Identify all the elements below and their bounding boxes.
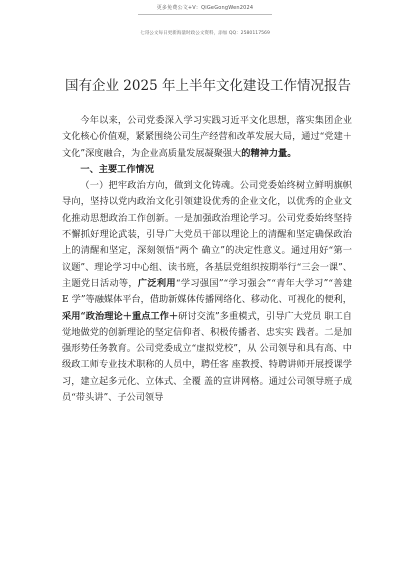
section-heading: 一、主要工作情况 xyxy=(80,163,154,175)
intro-paragraph xyxy=(62,113,352,162)
paragraph-text: 研讨交流”多重模式，引导广大党员 职工自觉地做党的创新理论的坚定信仰者、积极传播者、忠实实 践者。二是加强形势任务教育。公司党委成立“虚拟党校”，从 公司领导和具有高、中级政工师专业技术职称的人员中，聘任客 座教授、特聘讲师开展授课学习，建立起多元化、立体式、全覆 盖的宣讲网格。通过公司领导班子成员“带头讲”、子公司领导 xyxy=(62,310,352,404)
paragraph-text: “学习强国”“学习强会”“青年大学习”“善建 E 学”等融媒体平台，借助新媒体传播网络化、移动化、可视化的便利， xyxy=(62,277,353,306)
document-title: 国有企业 2025 年上半年文化建设工作情况报告 xyxy=(65,78,351,94)
document-body xyxy=(62,113,352,406)
body-paragraph xyxy=(62,178,352,406)
top-notice: 更多免费公文+V：QiGeGongWen2024 xyxy=(156,5,254,11)
paragraph-text-bold: 广泛利用 xyxy=(137,277,176,289)
paragraph-text-bold: 采用“政治理论＋重点工作＋ xyxy=(62,310,179,322)
paragraph-text: （一）把牢政治方向，做到文化铸魂。公司党委始终树立鲜明旗帜导向，坚持以党内政治文化引领建设优秀的企业文化，以优秀的企业文化推动思想政治工作创新。一是加强政治理论学习。公司党委始终坚持不懈抓好理论武装，引导广大党员干部以理论上的清醒和坚定确保政治上的清醒和坚定，深刻领悟“两个 确立”的决定性意义。通过用好“第一议题”、理论学习中心组、读书班，各基层党组织按期举行“三会一课”、主题党日活动等， xyxy=(62,180,352,289)
intro-text: 今年以来，公司党委深入学习实践习近平文化思想，落实集团企业文化核心价值观，紧紧围绕公司生产经营和改革发展大局，通过“党建＋文化”深度融合，为企业高质量发展凝聚强大 xyxy=(62,115,352,159)
intro-text-bold: 的精神力量。 xyxy=(241,147,297,159)
sub-notice: 七哥公文每日更新海量时政公文资料，添加 QQ：2580117569 xyxy=(140,31,270,36)
header-divider xyxy=(138,14,272,15)
